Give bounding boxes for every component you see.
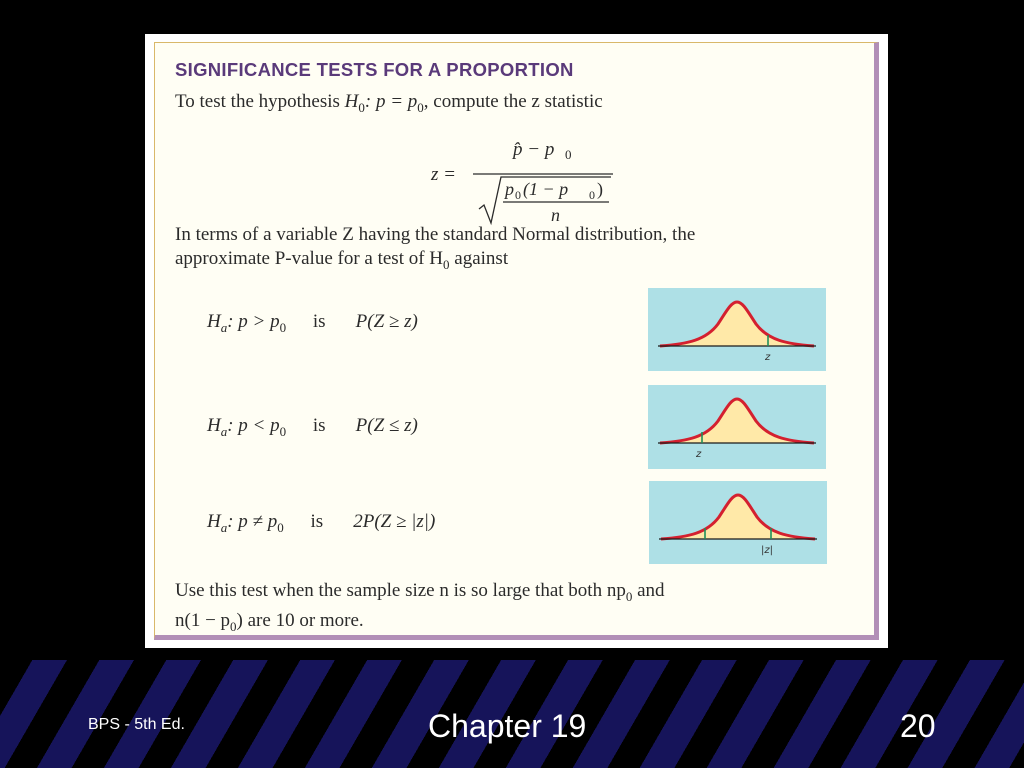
ha-symbol: H <box>207 415 221 436</box>
conditions-line2-sub: 0 <box>230 618 237 634</box>
pvalue-intro-line1: In terms of a variable Z having the standard Normal distribution, the <box>175 224 696 245</box>
ha-relation: : p ≠ p <box>227 511 278 532</box>
curve-panel-lower <box>648 385 826 469</box>
is-word: is <box>312 415 326 436</box>
intro-text-a: To test the hypothesis <box>175 91 345 112</box>
panel-label: z <box>765 352 771 363</box>
probability-expression: P(Z ≥ z) <box>355 311 418 332</box>
panel-label: z <box>696 449 702 460</box>
ha-relation-sub: 0 <box>277 519 284 535</box>
pvalue-intro-line2-sub: 0 <box>443 256 450 272</box>
inner-denominator: n <box>551 205 560 225</box>
inner-numerator-close: ) <box>597 179 603 199</box>
normal-curve-lower-tail <box>648 385 826 469</box>
z-formula-graphic <box>425 127 615 227</box>
box-title: SIGNIFICANCE TESTS FOR A PROPORTION <box>175 59 574 80</box>
formula-numerator: p̂ − p <box>513 139 555 160</box>
inner-numerator-p: p <box>505 179 514 199</box>
is-word: is <box>310 511 324 532</box>
ha-sub: a <box>220 423 228 439</box>
ha-symbol: H <box>207 311 221 332</box>
conditions-line1-sub: 0 <box>625 588 633 604</box>
intro-h0-sub: 0 <box>358 99 365 115</box>
pvalue-intro-line2-b: against <box>449 248 509 269</box>
intro-text-b: , compute the z statistic <box>423 91 603 112</box>
conditions-line1-a: Use this test when the sample size n is so large that both np <box>175 580 626 601</box>
ha-relation-sub: 0 <box>279 423 287 439</box>
panel-label: |z| <box>761 545 773 556</box>
alternative-row-upper <box>207 311 418 336</box>
z-formula <box>425 127 615 227</box>
conditions-note <box>175 579 665 639</box>
inner-numerator-sub2: 0 <box>589 188 595 202</box>
slide-content <box>145 34 888 648</box>
is-word: is <box>312 311 326 332</box>
conditions-line2-a: n(1 − p <box>175 609 231 631</box>
ha-sub: a <box>220 319 228 335</box>
conditions-line1 <box>175 579 665 609</box>
probability-expression: P(Z ≤ z) <box>355 415 418 436</box>
intro-h0: H <box>344 91 359 112</box>
inner-numerator-sub: 0 <box>515 188 521 202</box>
curve-panel-two-sided <box>649 481 827 564</box>
significance-test-box <box>154 42 879 640</box>
probability-expression: 2P(Z ≥ |z|) <box>353 511 436 532</box>
pvalue-intro <box>175 223 695 277</box>
pvalue-intro-line2-a: approximate P-value for a test of H <box>175 248 444 269</box>
alternative-row-lower <box>207 415 418 440</box>
conditions-line1-b: and <box>632 580 665 601</box>
ha-symbol: H <box>207 511 221 532</box>
pvalue-intro-line2 <box>175 247 695 277</box>
conditions-line2 <box>175 609 665 639</box>
conditions-line2-b: ) are 10 or more. <box>236 609 364 631</box>
inner-numerator-rest: (1 − p <box>523 179 569 199</box>
ha-relation-sub: 0 <box>279 319 287 335</box>
curve-panel-upper <box>648 288 826 371</box>
normal-curve-two-tails <box>649 481 827 564</box>
footer-course: BPS - 5th Ed. <box>88 716 185 733</box>
slide-number: 20 <box>900 708 936 744</box>
normal-curve-upper-tail <box>648 288 826 371</box>
intro-eq: : p = p <box>364 91 418 112</box>
alternative-row-two-sided <box>207 511 435 536</box>
formula-numerator-sub: 0 <box>565 147 572 162</box>
ha-relation: : p > p <box>227 311 280 332</box>
footer-chapter: Chapter 19 <box>428 708 587 744</box>
intro-sentence <box>175 91 603 116</box>
formula-lhs: z = <box>431 164 456 185</box>
ha-relation: : p < p <box>227 415 280 436</box>
slide-footer <box>0 660 1024 768</box>
ha-sub: a <box>220 519 228 535</box>
intro-eq-sub: 0 <box>417 99 424 115</box>
